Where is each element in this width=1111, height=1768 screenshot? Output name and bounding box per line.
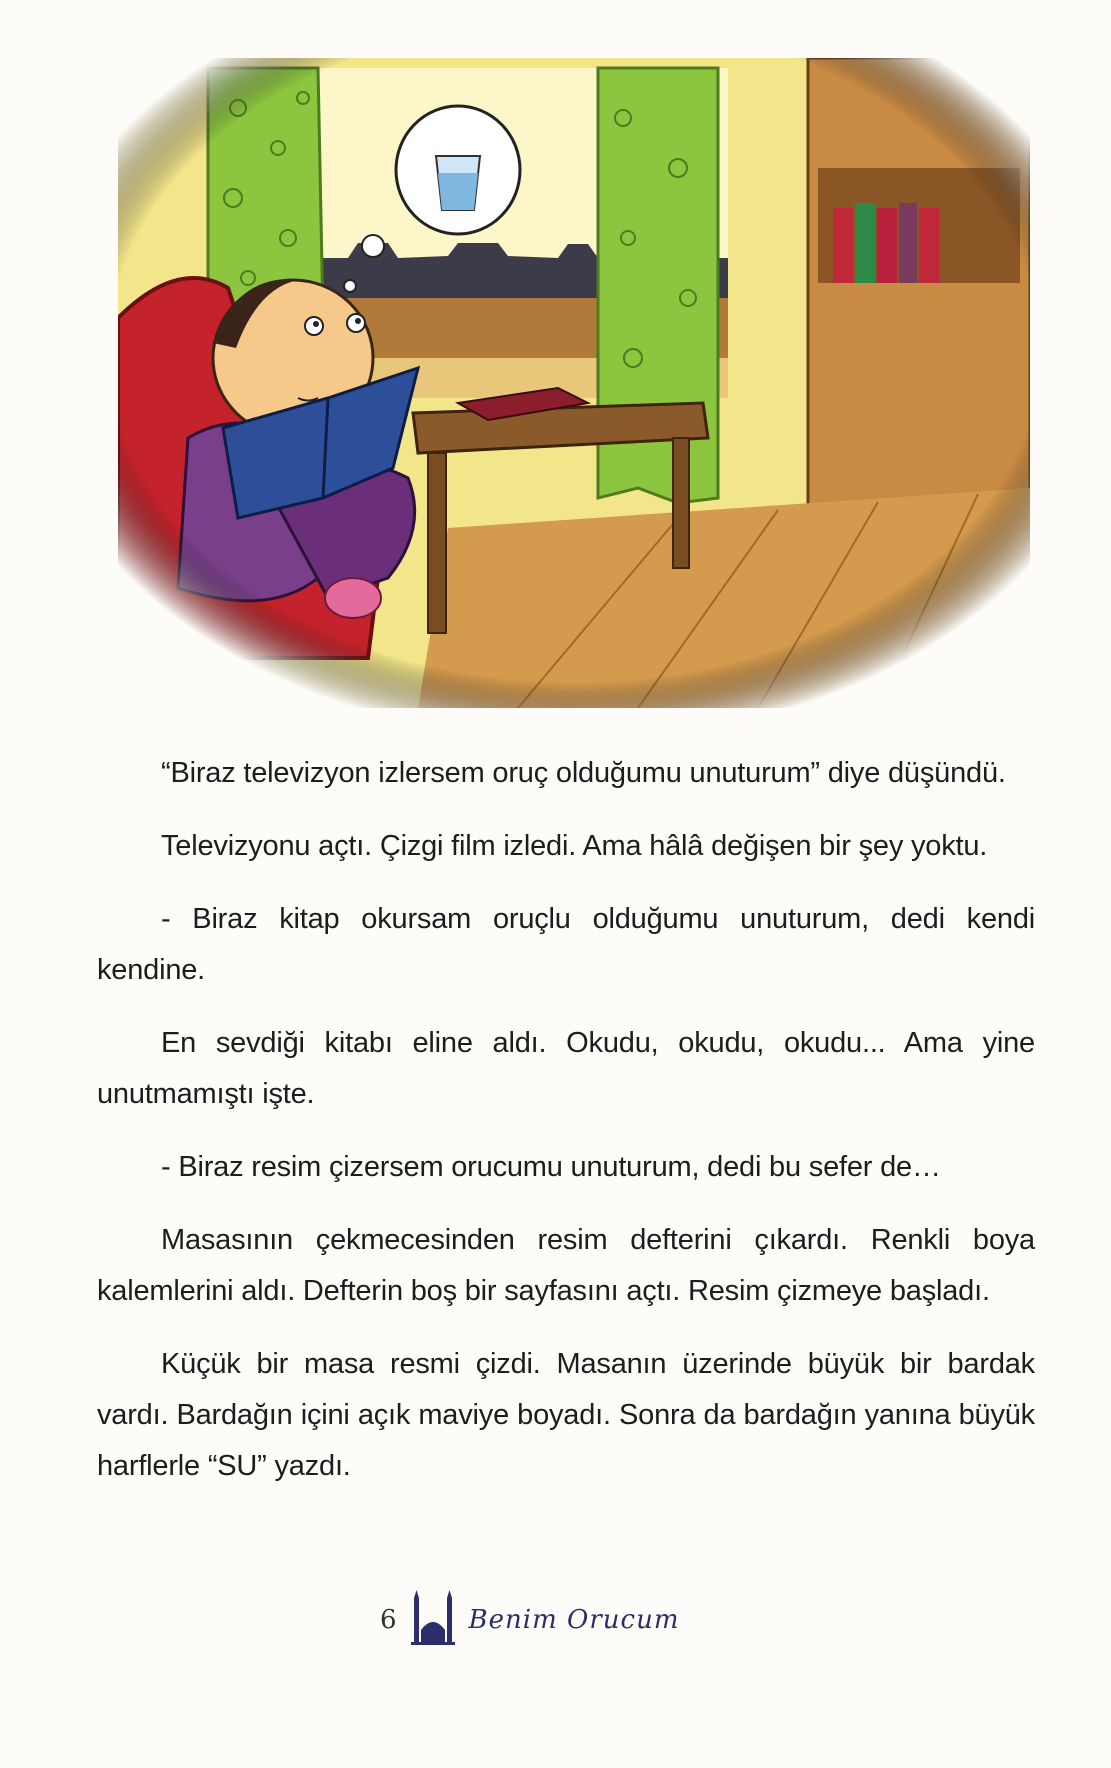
page-number: 6 xyxy=(380,1605,397,1635)
book-title: Benim Orucum xyxy=(468,1605,680,1635)
paragraph: - Biraz kitap okursam oruçlu olduğumu unuturum, dedi kendi kendine. xyxy=(97,903,1035,986)
paragraph: En sevdiği kitabı eline aldı. Okudu, okudu, okudu... Ama yine unutmamıştı işte. xyxy=(97,1027,1035,1110)
paragraph: Masasının çekmecesinden resim defterini çıkardı. Renkli boya kalemlerini aldı. Defterin boş bir sayfasını açtı. Resim çizmeye başladı. xyxy=(97,1224,1035,1307)
page-footer xyxy=(380,1590,679,1650)
paragraph: “Biraz televizyon izlersem oruç olduğumu unuturum” diye düşündü. xyxy=(161,757,1006,789)
paragraph: Küçük bir masa resmi çizdi. Masanın üzerinde büyük bir bardak vardı. Bardağın içini açık maviye boyadı. Sonra da bardağın yanına büyük harflerle “SU” yazdı. xyxy=(97,1348,1035,1482)
paragraph: - Biraz resim çizersem orucumu unuturum, dedi bu sefer de… xyxy=(161,1151,941,1183)
story-text xyxy=(97,748,1035,1514)
paragraph: Televizyonu açtı. Çizgi film izledi. Ama hâlâ değişen bir şey yoktu. xyxy=(161,830,988,862)
mosque-icon xyxy=(411,1590,455,1651)
story-illustration xyxy=(118,58,1030,708)
